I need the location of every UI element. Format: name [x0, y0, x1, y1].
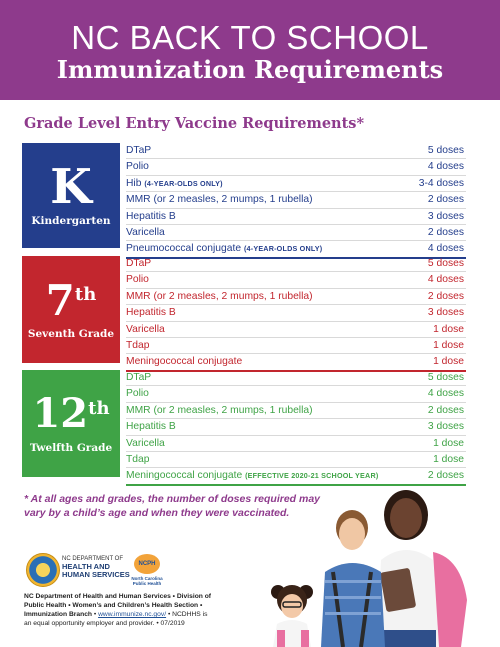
vaccine-doses: 1 dose [433, 323, 464, 335]
vaccine-name: MMR (or 2 measles, 2 mumps, 1 rubella) [126, 194, 313, 206]
vaccine-row [126, 419, 466, 435]
vaccine-doses: 1 dose [433, 339, 464, 351]
vaccine-name: Tdap [126, 339, 150, 351]
vaccine-row [126, 370, 466, 386]
section-twelfth-grade [22, 370, 466, 482]
vaccine-doses: 4 doses [427, 161, 464, 173]
footer-line4: an equal opportunity employer and provider. • 07/2019 [24, 620, 185, 627]
grade-badge-seventh [22, 256, 120, 363]
vaccine-name: Meningococcal conjugate [126, 356, 243, 368]
vaccine-name: DTaP [126, 372, 152, 383]
section-seventh-grade [22, 256, 466, 368]
vaccine-doses: 2 doses [427, 404, 464, 416]
dept-line2: HEALTH AND [62, 562, 110, 571]
vaccine-name: Hepatitis B [126, 307, 176, 319]
vaccine-name: Pneumococcal conjugate (4-YEAR-OLDS ONLY) [126, 243, 323, 255]
vaccine-row [126, 403, 466, 419]
vaccine-name: Hepatitis B [126, 421, 176, 433]
grade-badge-kindergarten [22, 143, 120, 248]
vaccine-row [126, 192, 466, 208]
badge-grade-label: Seventh Grade [27, 328, 115, 340]
student-girl-left [271, 585, 313, 647]
vaccine-doses: 5 doses [427, 258, 464, 269]
vaccine-row [126, 256, 466, 272]
vaccine-doses: 1 dose [433, 356, 464, 368]
vaccine-row [126, 272, 466, 288]
badge-grade-number: 12th [32, 390, 110, 437]
vaccine-name: DTaP [126, 145, 152, 156]
vaccine-name: MMR (or 2 measles, 2 mumps, 1 rubella) [126, 404, 313, 416]
vaccine-row [126, 305, 466, 321]
vaccine-row [126, 209, 466, 225]
vaccine-doses: 1 dose [433, 453, 464, 465]
dept-line1: NC DEPARTMENT OF [62, 556, 124, 562]
vaccine-name: DTaP [126, 258, 152, 269]
vaccine-doses: 3 doses [427, 421, 464, 433]
header-title-line2: Immunization Requirements [56, 55, 444, 84]
footer-line3-tail: • NCDHHS is [167, 611, 208, 618]
dhhs-logo-text [62, 556, 130, 579]
badge-grade-label: Kindergarten [31, 215, 111, 227]
vaccine-row [126, 452, 466, 468]
nc-state-seal-icon [26, 553, 60, 587]
badge-grade-number: 7th [45, 276, 97, 325]
section-subtitle: Grade Level Entry Vaccine Requirements* [24, 115, 365, 132]
vaccine-row [126, 338, 466, 354]
vaccine-name: Polio [126, 161, 149, 173]
badge-grade-number: K [50, 159, 92, 215]
vaccine-name: MMR (or 2 measles, 2 mumps, 1 rubella) [126, 290, 313, 302]
vaccine-name: Varicella [126, 226, 165, 238]
vaccine-row [126, 436, 466, 452]
nc-public-health-caption: North Carolina Public Health [131, 576, 163, 586]
footer-line2: Public Health • Women’s and Children’s Health Section • [24, 602, 203, 609]
vaccine-note: (4-YEAR-OLDS ONLY) [243, 244, 323, 254]
grade-badge-twelfth [22, 370, 120, 477]
vaccine-list-seventh [126, 256, 466, 372]
vaccine-doses: 3-4 doses [418, 177, 464, 189]
footer-line1: NC Department of Health and Human Services • Division of [24, 593, 212, 600]
vaccine-row [126, 289, 466, 305]
footer-line3-bold: Immunization Branch [24, 611, 92, 618]
vaccine-row [126, 176, 466, 192]
vaccine-doses: 4 doses [427, 274, 464, 286]
vaccine-name: Polio [126, 274, 149, 286]
vaccine-name: Hib (4-YEAR-OLDS ONLY) [126, 177, 223, 189]
badge-grade-label: Twelfth Grade [29, 442, 113, 454]
vaccine-doses: 2 doses [427, 226, 464, 238]
header-title-line1: NC BACK TO SCHOOL [71, 19, 429, 56]
vaccine-name: Varicella [126, 437, 165, 449]
dept-line3: HUMAN SERVICES [62, 570, 130, 579]
vaccine-doses: 3 doses [427, 210, 464, 222]
vaccine-doses: 5 doses [427, 145, 464, 156]
vaccine-name: Hepatitis B [126, 210, 176, 222]
vaccine-row [126, 225, 466, 241]
nc-public-health-logo-icon: NCPH [134, 554, 160, 574]
vaccine-name: Polio [126, 388, 149, 400]
vaccine-note: (EFFECTIVE 2020-21 SCHOOL YEAR) [245, 471, 379, 481]
immunize-link[interactable]: www.immunize.nc.gov/ [98, 611, 167, 618]
vaccine-row [126, 322, 466, 338]
vaccine-name: Tdap [126, 453, 150, 465]
vaccine-name: Varicella [126, 323, 165, 335]
student-girl-right [377, 490, 467, 647]
vaccine-note: (4-YEAR-OLDS ONLY) [144, 178, 223, 188]
vaccine-list-twelfth [126, 370, 466, 486]
vaccine-row [126, 386, 466, 402]
vaccine-doses: 4 doses [427, 243, 464, 255]
vaccine-doses: 3 doses [427, 307, 464, 319]
vaccine-doses: 1 dose [433, 437, 464, 449]
section-kindergarten [22, 143, 466, 255]
vaccine-row [126, 143, 466, 159]
students-photo [255, 480, 500, 647]
vaccine-doses: 2 doses [427, 470, 464, 482]
student-boy-middle [321, 510, 385, 647]
vaccine-doses: 4 doses [427, 388, 464, 400]
vaccine-doses: 2 doses [427, 194, 464, 206]
vaccine-list-kindergarten [126, 143, 466, 259]
footnote: * At all ages and grades, the number of doses required may vary by a child’s age and when they were vaccinated. [24, 493, 321, 519]
vaccine-doses: 2 doses [427, 290, 464, 302]
vaccine-name: Meningococcal conjugate (EFFECTIVE 2020-21 SCHOOL YEAR) [126, 470, 379, 482]
header-banner [0, 0, 500, 100]
vaccine-doses: 5 doses [427, 372, 464, 383]
footer-credits: NC Department of Health and Human Services • Division of Public Health • Women’s and Children’s Health Section • Immunization Branch • www.immunize.nc.gov/ • NCDHHS is an equal opportunity employer and provider. • 07/2019 [24, 593, 212, 627]
vaccine-row [126, 159, 466, 175]
